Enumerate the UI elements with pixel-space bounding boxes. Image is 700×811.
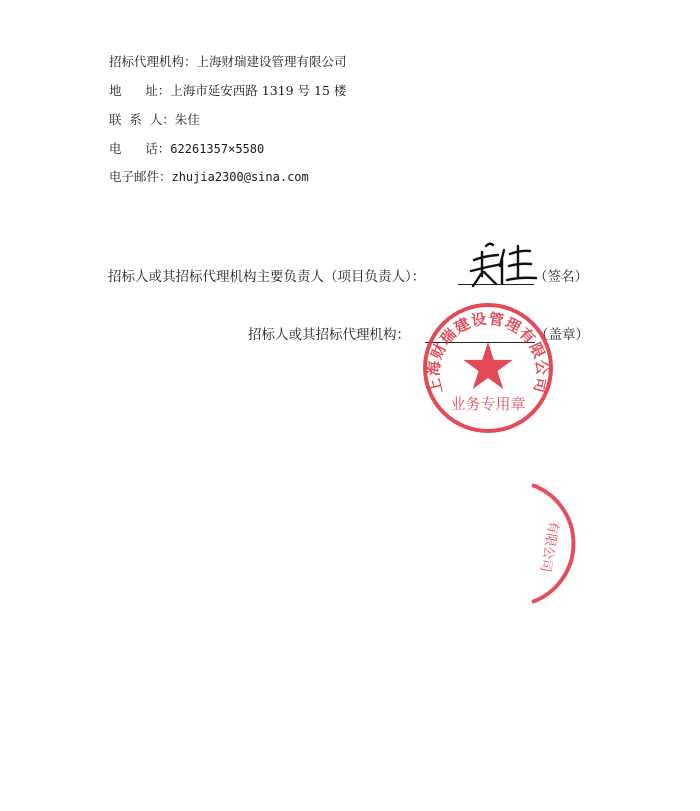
contact-value: 朱佳 (174, 112, 200, 127)
email-row (101, 152, 309, 185)
seal-line-suffix: （盖章） (535, 327, 589, 343)
company-stamp (418, 298, 558, 438)
email-label: 电子邮件： (108, 169, 172, 184)
contact-label: 联 系 人： (108, 112, 175, 127)
star-icon (463, 342, 512, 389)
stamp-ring-text: 上海财瑞建设管理有限公司 (424, 309, 552, 396)
email-value: zhujia2300@sina.com (171, 170, 309, 184)
signature-line-suffix: （签名） (534, 269, 588, 285)
signature-line-label: 招标人或其招标代理机构主要负责人（项目负责人）： (108, 269, 426, 285)
seal-line-label: 招标人或其招标代理机构： (248, 327, 410, 343)
address-value: 上海市延安西路 1319 号 15 楼 (170, 83, 347, 98)
handwritten-signature (468, 238, 540, 290)
stamp-center-text: 业务专用章 (450, 395, 526, 413)
address-label: 地 址： (108, 83, 171, 98)
edge-stamp-fragment (520, 480, 580, 610)
phone-value: 62261357×5580 (170, 142, 265, 156)
phone-label: 电 话： (108, 141, 171, 156)
agency-label: 招标代理机构： (108, 54, 197, 69)
agency-value: 上海财瑞建设管理有限公司 (196, 54, 347, 69)
edge-stamp-text: 有限公司 (537, 519, 561, 574)
